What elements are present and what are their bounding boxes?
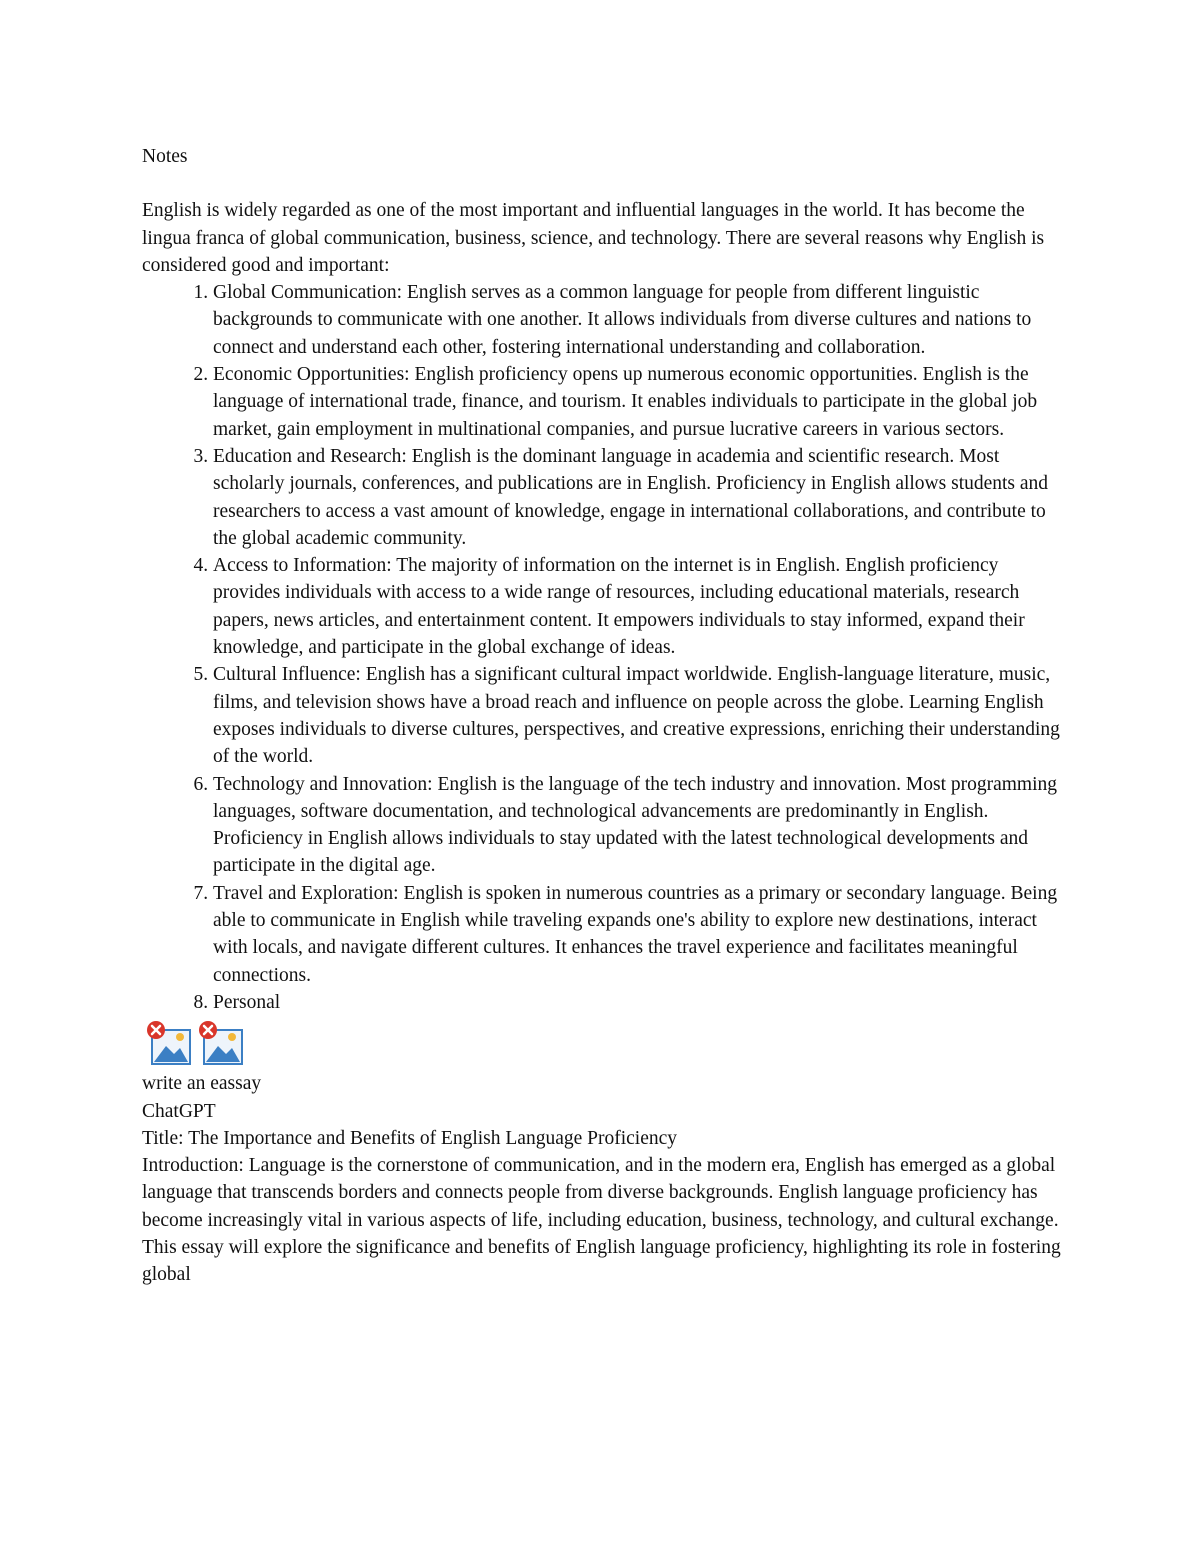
notes-heading: Notes [142, 146, 188, 167]
list-item: 2. Economic Opportunities: English proficiency opens up numerous economic opportunities. English is the language of international trade, finance, and tourism. It enables individuals to participate in the global job market, gain employment in multinational companies, and pursue lucrative careers in various sectors. [213, 361, 1067, 443]
essay-title: Title: The Importance and Benefits of English Language Proficiency [142, 1127, 678, 1149]
list-item: 7. Travel and Exploration: English is spoken in numerous countries as a primary or secondary language. Being able to communicate in English while traveling expands one's ability to explore new destinations, interact with locals, and navigate different cultures. It enhances the travel experience and facilitates meaningful connections. [213, 880, 1067, 989]
reasons-list [142, 279, 1067, 1016]
document-body [142, 143, 1067, 1289]
list-item: 1. Global Communication: English serves as a common language for people from different linguistic backgrounds to communicate with one another. It allows individuals from diverse cultures and nations to connect and understand each other, fostering international understanding and collaboration. [213, 279, 1067, 361]
list-item: 5. Cultural Influence: English has a significant cultural impact worldwide. English-language literature, music, films, and television shows have a broad reach and influence on people across the globe. Learning English exposes individuals to diverse cultures, perspectives, and creative expressions, enriching their understanding of the world. [213, 661, 1067, 770]
list-item: 3. Education and Research: English is the dominant language in academia and scientific research. Most scholarly journals, conferences, and publications are in English. Proficiency in English allows students and researchers to access a vast amount of knowledge, engage in international collaborations, and contribute to the global academic community. [213, 443, 1067, 552]
broken-image-icon [198, 1020, 244, 1066]
responder-line: ChatGPT [142, 1100, 216, 1122]
list-item: 4. Access to Information: The majority of information on the internet is in English. English proficiency provides individuals with access to a wide range of resources, including educational materials, research papers, news articles, and entertainment content. It empowers individuals to stay informed, expand their knowledge, and participate in the global exchange of ideas. [213, 552, 1067, 661]
broken-image-icon [146, 1020, 192, 1066]
essay-introduction: Introduction: Language is the cornerstone of communication, and in the modern era, English has emerged as a global language that transcends borders and connects people from diverse backgrounds. English language proficiency has become increasingly vital in various aspects of life, including education, business, technology, and cultural exchange. This essay will explore the significance and benefits of English language proficiency, highlighting its role in fostering global [142, 1155, 1061, 1286]
list-item: 6. Technology and Innovation: English is the language of the tech industry and innovation. Most programming languages, software documentation, and technological advancements are predominantly in English. Proficiency in English allows individuals to stay updated with the latest technological developments and participate in the digital age. [213, 771, 1067, 880]
list-item: 8. Personal [213, 989, 1067, 1016]
prompt-line: write an eassay [142, 1073, 262, 1095]
intro-paragraph: English is widely regarded as one of the most important and influential languages in the world. It has become the lingua franca of global communication, business, science, and technology. There are several reasons why English is considered good and important: [142, 200, 1045, 276]
image-row [146, 1020, 1067, 1066]
